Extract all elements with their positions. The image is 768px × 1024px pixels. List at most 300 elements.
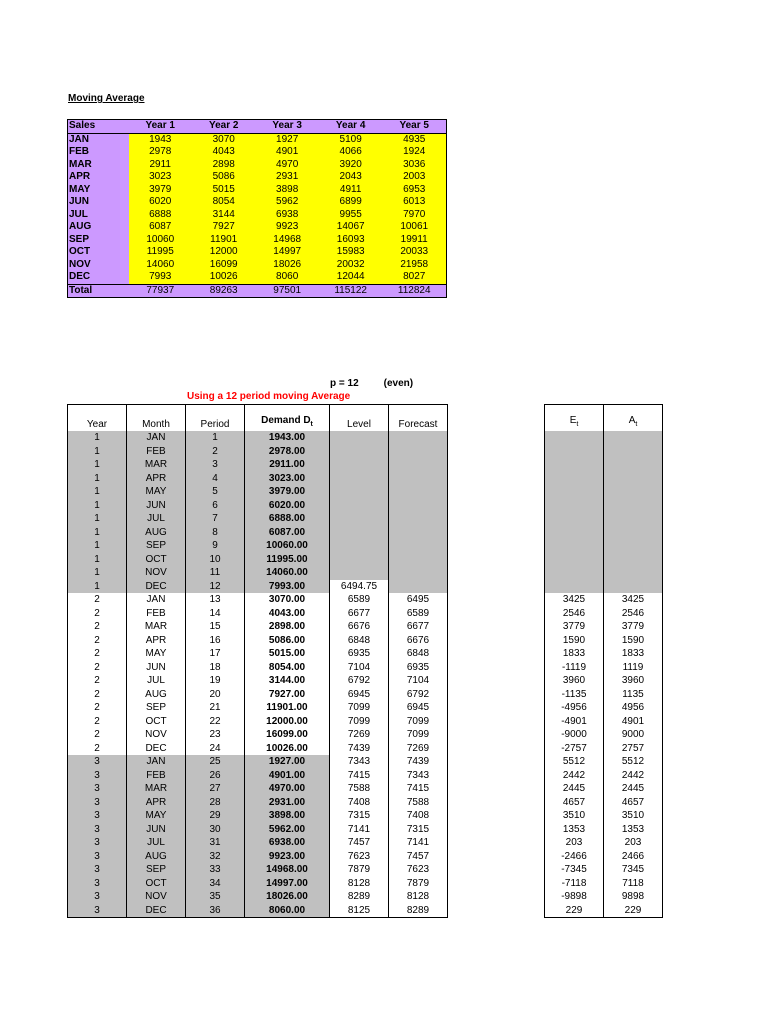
table-row <box>68 431 448 445</box>
abs-error-cell: 7345 <box>604 863 663 877</box>
sales-value: 9955 <box>319 209 383 222</box>
sales-value: 6938 <box>255 209 318 222</box>
demand-cell: 10026.00 <box>245 742 330 756</box>
forecast-cell: 8128 <box>389 890 448 904</box>
period-cell: 17 <box>186 647 245 661</box>
demand-cell: 14968.00 <box>245 863 330 877</box>
abs-error-cell: 2466 <box>604 850 663 864</box>
forecast-cell <box>389 526 448 540</box>
page-title: Moving Average <box>68 93 145 104</box>
error-cell: 229 <box>545 904 604 918</box>
month-cell: SEP <box>127 863 186 877</box>
year-cell: 1 <box>68 580 127 594</box>
month-cell: JUL <box>127 674 186 688</box>
sales-value: 1924 <box>382 146 446 159</box>
month-cell: JUN <box>127 823 186 837</box>
error-cell: 1833 <box>545 647 604 661</box>
sales-row <box>68 259 447 272</box>
demand-cell: 4901.00 <box>245 769 330 783</box>
table-row <box>545 701 663 715</box>
month-cell: JAN <box>127 431 186 445</box>
sales-header-row <box>68 120 447 134</box>
table-row <box>68 782 448 796</box>
table-row <box>68 580 448 594</box>
table-row <box>68 647 448 661</box>
month-cell: MAR <box>127 782 186 796</box>
sales-value: 5109 <box>319 133 383 146</box>
abs-error-cell <box>604 526 663 540</box>
demand-cell: 2898.00 <box>245 620 330 634</box>
year-cell: 2 <box>68 607 127 621</box>
error-cell: -1135 <box>545 688 604 702</box>
year-cell: 3 <box>68 904 127 918</box>
error-table <box>544 404 663 918</box>
forecast-cell: 7439 <box>389 755 448 769</box>
abs-error-cell: 9898 <box>604 890 663 904</box>
sales-month-label: JUL <box>68 209 129 222</box>
error-cell: -7345 <box>545 863 604 877</box>
level-cell: 7457 <box>330 836 389 850</box>
error-cell <box>545 431 604 445</box>
abs-error-cell <box>604 566 663 580</box>
year-cell: 3 <box>68 863 127 877</box>
error-cell: 3960 <box>545 674 604 688</box>
table-row <box>545 553 663 567</box>
table-row <box>68 904 448 918</box>
level-cell: 7315 <box>330 809 389 823</box>
month-cell: DEC <box>127 580 186 594</box>
demand-cell: 14060.00 <box>245 566 330 580</box>
sales-value: 14968 <box>255 234 318 247</box>
error-cell <box>545 580 604 594</box>
year-cell: 3 <box>68 877 127 891</box>
sales-row <box>68 146 447 159</box>
demand-cell: 11995.00 <box>245 553 330 567</box>
year-cell: 1 <box>68 512 127 526</box>
table-row <box>545 593 663 607</box>
period-cell: 4 <box>186 472 245 486</box>
table-row <box>68 728 448 742</box>
forecast-cell: 7343 <box>389 769 448 783</box>
month-cell: JUL <box>127 836 186 850</box>
abs-error-cell: 2757 <box>604 742 663 756</box>
level-cell <box>330 539 389 553</box>
sales-value: 10060 <box>129 234 192 247</box>
table-row <box>545 782 663 796</box>
sales-value: 5086 <box>192 171 255 184</box>
abs-error-cell: 3779 <box>604 620 663 634</box>
sales-value: 5962 <box>255 196 318 209</box>
sales-value: 4901 <box>255 146 318 159</box>
sales-value: 6953 <box>382 184 446 197</box>
level-cell: 6589 <box>330 593 389 607</box>
demand-cell: 6938.00 <box>245 836 330 850</box>
level-cell: 8289 <box>330 890 389 904</box>
table-row <box>545 769 663 783</box>
year-cell: 2 <box>68 661 127 675</box>
level-cell <box>330 445 389 459</box>
period-cell: 6 <box>186 499 245 513</box>
table-row <box>545 904 663 918</box>
demand-cell: 2931.00 <box>245 796 330 810</box>
sales-row <box>68 171 447 184</box>
level-cell <box>330 458 389 472</box>
error-cell: -2757 <box>545 742 604 756</box>
demand-cell: 1943.00 <box>245 431 330 445</box>
table-row <box>68 458 448 472</box>
year-cell: 1 <box>68 539 127 553</box>
sales-row <box>68 159 447 172</box>
period-cell: 11 <box>186 566 245 580</box>
sales-month-label: AUG <box>68 221 129 234</box>
sales-header-year: Year 5 <box>382 120 446 134</box>
sales-month-label: DEC <box>68 271 129 284</box>
year-cell: 2 <box>68 634 127 648</box>
month-cell: MAR <box>127 620 186 634</box>
col-header-abs-error-sub: t <box>635 421 638 428</box>
month-cell: OCT <box>127 553 186 567</box>
table-row <box>68 769 448 783</box>
sales-value: 8027 <box>382 271 446 284</box>
demand-cell: 4043.00 <box>245 607 330 621</box>
sales-value: 9923 <box>255 221 318 234</box>
col-header-error-sub: t <box>576 421 579 428</box>
period-cell: 16 <box>186 634 245 648</box>
sales-row <box>68 221 447 234</box>
level-cell: 7415 <box>330 769 389 783</box>
forecast-cell: 7315 <box>389 823 448 837</box>
forecast-cell: 7588 <box>389 796 448 810</box>
forecast-cell: 7879 <box>389 877 448 891</box>
error-cell <box>545 445 604 459</box>
month-cell: JUN <box>127 499 186 513</box>
table-row <box>68 661 448 675</box>
level-cell: 7343 <box>330 755 389 769</box>
forecast-cell <box>389 539 448 553</box>
level-cell: 6676 <box>330 620 389 634</box>
error-cell: -4956 <box>545 701 604 715</box>
level-cell: 6945 <box>330 688 389 702</box>
forecast-cell: 6792 <box>389 688 448 702</box>
col-header-level: Level <box>330 405 389 432</box>
month-cell: MAY <box>127 485 186 499</box>
year-cell: 1 <box>68 485 127 499</box>
month-cell: AUG <box>127 688 186 702</box>
level-cell: 7879 <box>330 863 389 877</box>
forecast-cell <box>389 512 448 526</box>
sales-value: 20033 <box>382 246 446 259</box>
period-cell: 27 <box>186 782 245 796</box>
table-row <box>68 890 448 904</box>
sales-value: 16099 <box>192 259 255 272</box>
year-cell: 2 <box>68 688 127 702</box>
forecast-cell: 7099 <box>389 728 448 742</box>
sales-header-label: Sales <box>68 120 129 134</box>
error-cell: 2546 <box>545 607 604 621</box>
abs-error-cell: 2442 <box>604 769 663 783</box>
table-row <box>545 512 663 526</box>
level-cell: 6677 <box>330 607 389 621</box>
month-cell: APR <box>127 796 186 810</box>
period-cell: 32 <box>186 850 245 864</box>
sales-header-year: Year 1 <box>129 120 192 134</box>
month-cell: MAR <box>127 458 186 472</box>
month-cell: OCT <box>127 877 186 891</box>
table-row <box>68 836 448 850</box>
abs-error-cell: 3425 <box>604 593 663 607</box>
abs-error-cell <box>604 512 663 526</box>
year-cell: 1 <box>68 499 127 513</box>
sales-total-value: 89263 <box>192 284 255 298</box>
period-cell: 12 <box>186 580 245 594</box>
table-row <box>545 796 663 810</box>
period-cell: 30 <box>186 823 245 837</box>
table-row <box>545 863 663 877</box>
level-cell: 7141 <box>330 823 389 837</box>
abs-error-cell: 4901 <box>604 715 663 729</box>
sales-value: 11995 <box>129 246 192 259</box>
table-row <box>545 607 663 621</box>
abs-error-cell <box>604 499 663 513</box>
forecast-cell: 6935 <box>389 661 448 675</box>
table-row <box>68 607 448 621</box>
forecast-cell: 6589 <box>389 607 448 621</box>
period-parameter <box>330 378 413 389</box>
table-row <box>545 458 663 472</box>
year-cell: 3 <box>68 755 127 769</box>
abs-error-cell: 2546 <box>604 607 663 621</box>
level-cell: 7099 <box>330 715 389 729</box>
period-cell: 2 <box>186 445 245 459</box>
error-cell: -9000 <box>545 728 604 742</box>
forecast-cell: 7623 <box>389 863 448 877</box>
table-row <box>68 593 448 607</box>
error-cell: 5512 <box>545 755 604 769</box>
sales-value: 7970 <box>382 209 446 222</box>
month-cell: MAY <box>127 809 186 823</box>
table-row <box>68 499 448 513</box>
abs-error-cell: 4956 <box>604 701 663 715</box>
sales-total-row <box>68 284 447 298</box>
sales-value: 14067 <box>319 221 383 234</box>
sales-value: 12000 <box>192 246 255 259</box>
year-cell: 1 <box>68 458 127 472</box>
table-row <box>545 688 663 702</box>
demand-cell: 3023.00 <box>245 472 330 486</box>
month-cell: FEB <box>127 445 186 459</box>
year-cell: 3 <box>68 890 127 904</box>
level-cell: 7588 <box>330 782 389 796</box>
year-cell: 3 <box>68 769 127 783</box>
period-cell: 8 <box>186 526 245 540</box>
period-cell: 19 <box>186 674 245 688</box>
error-cell <box>545 512 604 526</box>
year-cell: 3 <box>68 836 127 850</box>
table-row <box>68 715 448 729</box>
sales-value: 18026 <box>255 259 318 272</box>
period-cell: 5 <box>186 485 245 499</box>
error-cell: 203 <box>545 836 604 850</box>
month-cell: NOV <box>127 728 186 742</box>
sales-value: 2931 <box>255 171 318 184</box>
sales-total-label: Total <box>68 284 129 298</box>
period-cell: 15 <box>186 620 245 634</box>
table-row <box>68 539 448 553</box>
error-cell: 3779 <box>545 620 604 634</box>
abs-error-cell: 3510 <box>604 809 663 823</box>
sales-table <box>67 119 447 298</box>
sales-value: 12044 <box>319 271 383 284</box>
error-cell: -2466 <box>545 850 604 864</box>
sales-header-year: Year 2 <box>192 120 255 134</box>
table-row <box>545 715 663 729</box>
table-row <box>545 539 663 553</box>
level-cell <box>330 485 389 499</box>
level-cell: 7623 <box>330 850 389 864</box>
forecast-cell <box>389 485 448 499</box>
sales-value: 3144 <box>192 209 255 222</box>
table-row <box>68 620 448 634</box>
sales-value: 14060 <box>129 259 192 272</box>
demand-cell: 2911.00 <box>245 458 330 472</box>
table-row <box>68 742 448 756</box>
sales-month-label: APR <box>68 171 129 184</box>
forecast-cell <box>389 431 448 445</box>
table-row <box>545 728 663 742</box>
demand-cell: 5086.00 <box>245 634 330 648</box>
demand-cell: 8054.00 <box>245 661 330 675</box>
demand-cell: 10060.00 <box>245 539 330 553</box>
sales-value: 7927 <box>192 221 255 234</box>
table-row <box>545 809 663 823</box>
sales-row <box>68 271 447 284</box>
sales-value: 4911 <box>319 184 383 197</box>
month-cell: OCT <box>127 715 186 729</box>
sales-header-year: Year 3 <box>255 120 318 134</box>
col-header-error <box>545 405 604 432</box>
table-row <box>68 796 448 810</box>
year-cell: 2 <box>68 701 127 715</box>
month-cell: JUL <box>127 512 186 526</box>
table-row <box>68 445 448 459</box>
error-cell: 2442 <box>545 769 604 783</box>
sales-value: 6888 <box>129 209 192 222</box>
level-cell: 7104 <box>330 661 389 675</box>
month-cell: APR <box>127 634 186 648</box>
table-row <box>545 850 663 864</box>
sales-value: 3898 <box>255 184 318 197</box>
forecast-cell: 6945 <box>389 701 448 715</box>
table-row <box>545 755 663 769</box>
table-row <box>545 620 663 634</box>
forecast-cell <box>389 553 448 567</box>
abs-error-cell: 1590 <box>604 634 663 648</box>
forecast-cell: 7141 <box>389 836 448 850</box>
year-cell: 1 <box>68 431 127 445</box>
forecast-cell <box>389 580 448 594</box>
year-cell: 3 <box>68 850 127 864</box>
table-row <box>68 526 448 540</box>
month-cell: JUN <box>127 661 186 675</box>
table-row <box>545 472 663 486</box>
year-cell: 2 <box>68 647 127 661</box>
month-cell: SEP <box>127 701 186 715</box>
col-header-abs-error <box>604 405 663 432</box>
period-cell: 33 <box>186 863 245 877</box>
error-cell <box>545 566 604 580</box>
sales-value: 4066 <box>319 146 383 159</box>
year-cell: 2 <box>68 742 127 756</box>
abs-error-cell: 2445 <box>604 782 663 796</box>
demand-cell: 5015.00 <box>245 647 330 661</box>
sales-month-label: SEP <box>68 234 129 247</box>
period-cell: 29 <box>186 809 245 823</box>
error-cell: 1353 <box>545 823 604 837</box>
table-row <box>545 634 663 648</box>
col-header-month: Month <box>127 405 186 432</box>
sales-value: 6087 <box>129 221 192 234</box>
table-row <box>545 431 663 445</box>
year-cell: 3 <box>68 782 127 796</box>
table-row <box>68 755 448 769</box>
demand-cell: 3898.00 <box>245 809 330 823</box>
sales-value: 8060 <box>255 271 318 284</box>
sales-value: 6899 <box>319 196 383 209</box>
level-cell: 6792 <box>330 674 389 688</box>
period-cell: 20 <box>186 688 245 702</box>
error-cell: -7118 <box>545 877 604 891</box>
sales-value: 19911 <box>382 234 446 247</box>
error-cell: -1119 <box>545 661 604 675</box>
abs-error-cell <box>604 472 663 486</box>
sales-value: 2978 <box>129 146 192 159</box>
month-cell: AUG <box>127 526 186 540</box>
sales-total-value: 112824 <box>382 284 446 298</box>
level-cell <box>330 553 389 567</box>
demand-cell: 8060.00 <box>245 904 330 918</box>
demand-cell: 2978.00 <box>245 445 330 459</box>
level-cell: 6935 <box>330 647 389 661</box>
error-cell: -9898 <box>545 890 604 904</box>
demand-cell: 14997.00 <box>245 877 330 891</box>
sales-month-label: NOV <box>68 259 129 272</box>
sales-row <box>68 196 447 209</box>
year-cell: 1 <box>68 566 127 580</box>
table-row <box>545 445 663 459</box>
sales-row <box>68 184 447 197</box>
table-row <box>68 553 448 567</box>
demand-cell: 3070.00 <box>245 593 330 607</box>
table-row <box>545 836 663 850</box>
level-cell: 7439 <box>330 742 389 756</box>
error-cell: -4901 <box>545 715 604 729</box>
period-cell: 25 <box>186 755 245 769</box>
month-cell: FEB <box>127 769 186 783</box>
sales-value: 5015 <box>192 184 255 197</box>
period-cell: 21 <box>186 701 245 715</box>
sales-value: 6013 <box>382 196 446 209</box>
period-cell: 1 <box>186 431 245 445</box>
level-cell: 7408 <box>330 796 389 810</box>
col-header-error-label: E <box>569 415 577 426</box>
month-cell: APR <box>127 472 186 486</box>
abs-error-cell <box>604 539 663 553</box>
forecast-cell: 6848 <box>389 647 448 661</box>
table-row <box>68 877 448 891</box>
month-cell: JAN <box>127 755 186 769</box>
period-cell: 23 <box>186 728 245 742</box>
sales-value: 10026 <box>192 271 255 284</box>
